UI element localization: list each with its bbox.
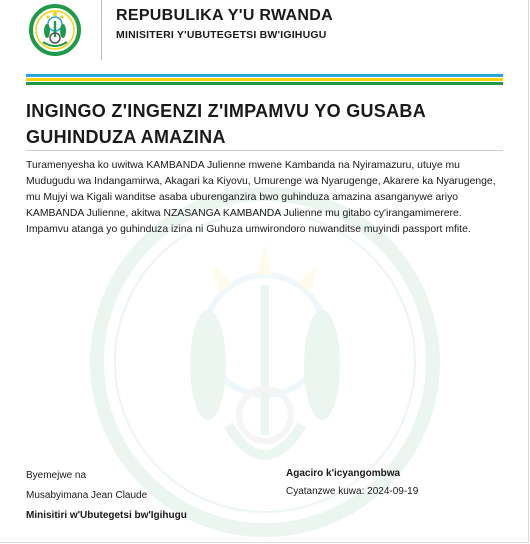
stripe-yellow [26, 78, 503, 81]
stripe-green [26, 82, 503, 85]
letterhead [0, 0, 530, 66]
minister-title: Minisitiri w'Ubutegetsi bw'Igihugu [26, 510, 187, 521]
header-divider [101, 0, 102, 60]
flag-stripes [26, 74, 503, 86]
document-body: Turamenyesha ko uwitwa KAMBANDA Julienne mwene Kambanda na Nyiramazuru, utuye mu Mudugudu wa Indangamirwa, Akagari ka Kiyovu, Umurenge wa Nyarugenge, Akarere ka Nyarugenge, mu Mujyi wa Kigali wanditse asaba uburenganzira bwo guhinduza amazina asanganywe ariyo KAMBANDA Julienne, akitwa NZASANGA KAMBANDA Julienne mu gitabo cy'irangamimerere. Impamvu atanga yo guhinduza izina ni Guhuza umwirondoro nuwanditse muyindi passport mfite. [26, 160, 496, 235]
country-name: REPUBULIKA Y'U RWANDA [116, 7, 333, 24]
approved-by-label: Byemejwe na [26, 470, 87, 481]
rwanda-coat-of-arms-icon [29, 4, 81, 56]
ministry-name: MINISITERI Y'UBUTEGETSI BW'IGIHUGU [116, 29, 327, 41]
fee-label: Agaciro k'icyangombwa [286, 468, 401, 479]
minister-name: Musabyimana Jean Claude [26, 490, 148, 501]
stripe-blue [26, 74, 503, 77]
title-divider [26, 150, 503, 151]
issue-date: Cyatanzwe kuwa: 2024-09-19 [286, 486, 419, 497]
document-title: INGINGO Z'INGENZI Z'IMPAMVU YO GUSABA GUHINDUZA AMAZINA [26, 101, 426, 147]
